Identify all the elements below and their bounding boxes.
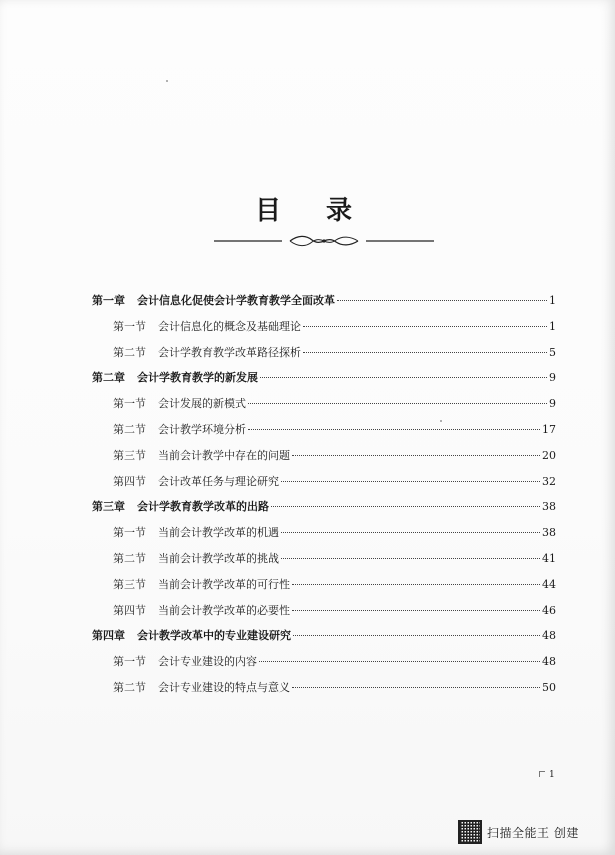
toc-entry-number: 第三节 bbox=[113, 577, 146, 591]
toc-entry-page: 41 bbox=[542, 552, 556, 565]
toc-section-entry[interactable] bbox=[113, 475, 556, 489]
toc-entry-title: 会计改革任务与理论研究 bbox=[158, 474, 279, 488]
toc-entry-label bbox=[113, 346, 301, 360]
toc-entry-label bbox=[113, 681, 290, 695]
toc-entry-title: 会计发展的新模式 bbox=[158, 397, 246, 411]
toc-dot-leader bbox=[292, 610, 540, 611]
toc-entry-label bbox=[92, 629, 291, 643]
toc-entry-number: 第一节 bbox=[113, 319, 146, 333]
toc-entry-page: 50 bbox=[542, 681, 556, 694]
toc-dot-leader bbox=[281, 532, 540, 533]
toc-entry-number: 第三节 bbox=[113, 448, 146, 462]
toc-entry-title: 会计学教育教学改革路径探析 bbox=[158, 345, 301, 359]
page-corner-mark bbox=[539, 771, 545, 777]
toc-entry-label bbox=[113, 655, 257, 669]
toc-entry-number: 第一节 bbox=[113, 526, 146, 540]
toc-entry-label bbox=[113, 475, 279, 489]
toc-dot-leader bbox=[293, 635, 540, 636]
toc-entry-title: 当前会计教学改革的挑战 bbox=[158, 552, 279, 565]
toc-entry-title: 当前会计教学改革的必要性 bbox=[158, 603, 290, 617]
scanner-watermark bbox=[458, 820, 579, 844]
toc-section-entry[interactable] bbox=[113, 578, 556, 592]
toc-entry-page: 48 bbox=[542, 629, 556, 643]
toc-entry-title: 会计专业建设的特点与意义 bbox=[158, 681, 290, 694]
toc-dot-leader bbox=[281, 558, 540, 559]
watermark-text: 扫描全能王 创建 bbox=[487, 825, 579, 840]
page-title: 目 录 bbox=[254, 196, 371, 226]
toc-entry-number: 第一章 bbox=[92, 294, 125, 307]
toc-dot-leader bbox=[271, 506, 540, 507]
toc-dot-leader bbox=[248, 429, 540, 430]
toc-chapter-entry[interactable] bbox=[92, 371, 556, 385]
toc-dot-leader bbox=[292, 687, 540, 688]
toc-entry-title: 会计教学环境分析 bbox=[158, 423, 246, 436]
toc-entry-title: 会计学教育教学改革的出路 bbox=[137, 500, 269, 514]
page-number: 1 bbox=[549, 770, 555, 780]
toc-entry-number: 第二节 bbox=[113, 345, 146, 359]
qr-code-icon bbox=[458, 820, 482, 844]
toc-entry-number: 第三章 bbox=[92, 500, 125, 514]
toc-chapter-entry[interactable] bbox=[92, 500, 556, 514]
toc-chapter-entry[interactable] bbox=[92, 629, 556, 643]
toc-section-entry[interactable] bbox=[113, 552, 556, 566]
toc-entry-number: 第二节 bbox=[113, 552, 146, 565]
toc-section-entry[interactable] bbox=[113, 604, 556, 618]
toc-dot-leader bbox=[337, 300, 547, 301]
toc-entry-page: 48 bbox=[542, 655, 556, 669]
toc-entry-number: 第四章 bbox=[92, 629, 125, 643]
toc-entry-label bbox=[113, 320, 301, 334]
toc-entry-label bbox=[113, 604, 290, 618]
toc-entry-title: 当前会计教学改革的机遇 bbox=[158, 526, 279, 540]
toc-dot-leader bbox=[303, 352, 547, 353]
toc-entry-label bbox=[92, 500, 269, 514]
toc-entry-title: 会计信息化的概念及基础理论 bbox=[158, 319, 301, 333]
toc-dot-leader bbox=[260, 377, 547, 378]
toc-entry-title: 当前会计教学中存在的问题 bbox=[158, 448, 290, 462]
toc-entry-label bbox=[113, 423, 246, 437]
toc-entry-number: 第四节 bbox=[113, 603, 146, 617]
toc-entry-title: 当前会计教学改革的可行性 bbox=[158, 577, 290, 591]
title-ornament-divider bbox=[214, 233, 434, 249]
toc-section-entry[interactable] bbox=[113, 655, 556, 669]
toc-entry-number: 第二章 bbox=[92, 371, 125, 385]
toc-entry-page: 17 bbox=[542, 423, 556, 436]
toc-entry-page: 9 bbox=[549, 371, 556, 385]
toc-dot-leader bbox=[281, 481, 540, 482]
toc-entry-page: 1 bbox=[549, 294, 556, 307]
toc-entry-title: 会计学教育教学的新发展 bbox=[137, 371, 258, 385]
toc-entry-label bbox=[92, 294, 335, 308]
toc-section-entry[interactable] bbox=[113, 346, 556, 360]
toc-entry-number: 第一节 bbox=[113, 397, 146, 411]
toc-chapter-entry[interactable] bbox=[92, 294, 556, 308]
toc-section-entry[interactable] bbox=[113, 320, 556, 334]
scan-speck bbox=[440, 420, 442, 422]
toc-section-entry[interactable] bbox=[113, 449, 556, 463]
toc-entry-number: 第二节 bbox=[113, 681, 146, 694]
toc-entry-label bbox=[113, 526, 279, 540]
toc-entry-number: 第四节 bbox=[113, 474, 146, 488]
toc-entry-page: 32 bbox=[542, 474, 556, 488]
toc-entry-page: 38 bbox=[542, 526, 556, 540]
toc-entry-title: 会计教学改革中的专业建设研究 bbox=[137, 629, 291, 643]
toc-entry-page: 44 bbox=[542, 577, 556, 591]
toc-entry-page: 46 bbox=[542, 603, 556, 617]
toc-dot-leader bbox=[248, 403, 547, 404]
toc-entry-number: 第一节 bbox=[113, 655, 146, 669]
toc-section-entry[interactable] bbox=[113, 681, 556, 695]
toc-entry-title: 会计信息化促使会计学教育教学全面改革 bbox=[137, 294, 335, 307]
scan-speck bbox=[166, 80, 168, 82]
toc-entry-label bbox=[113, 397, 246, 411]
toc-entry-page: 9 bbox=[549, 397, 556, 411]
toc-dot-leader bbox=[259, 661, 540, 662]
toc-dot-leader bbox=[292, 584, 540, 585]
toc-entry-title: 会计专业建设的内容 bbox=[158, 655, 257, 669]
toc-entry-page: 20 bbox=[542, 448, 556, 462]
toc-section-entry[interactable] bbox=[113, 423, 556, 437]
toc-entry-page: 5 bbox=[549, 345, 556, 359]
toc-dot-leader bbox=[292, 455, 540, 456]
toc-dot-leader bbox=[303, 326, 547, 327]
toc-entry-label bbox=[113, 552, 279, 566]
toc-entry-label bbox=[92, 371, 258, 385]
toc-entry-page: 1 bbox=[549, 319, 556, 333]
toc-entry-number: 第二节 bbox=[113, 423, 146, 436]
toc-section-entry[interactable] bbox=[113, 526, 556, 540]
toc-entry-label bbox=[113, 449, 290, 463]
toc-section-entry[interactable] bbox=[113, 397, 556, 411]
toc-entry-label bbox=[113, 578, 290, 592]
toc-entry-page: 38 bbox=[542, 500, 556, 514]
